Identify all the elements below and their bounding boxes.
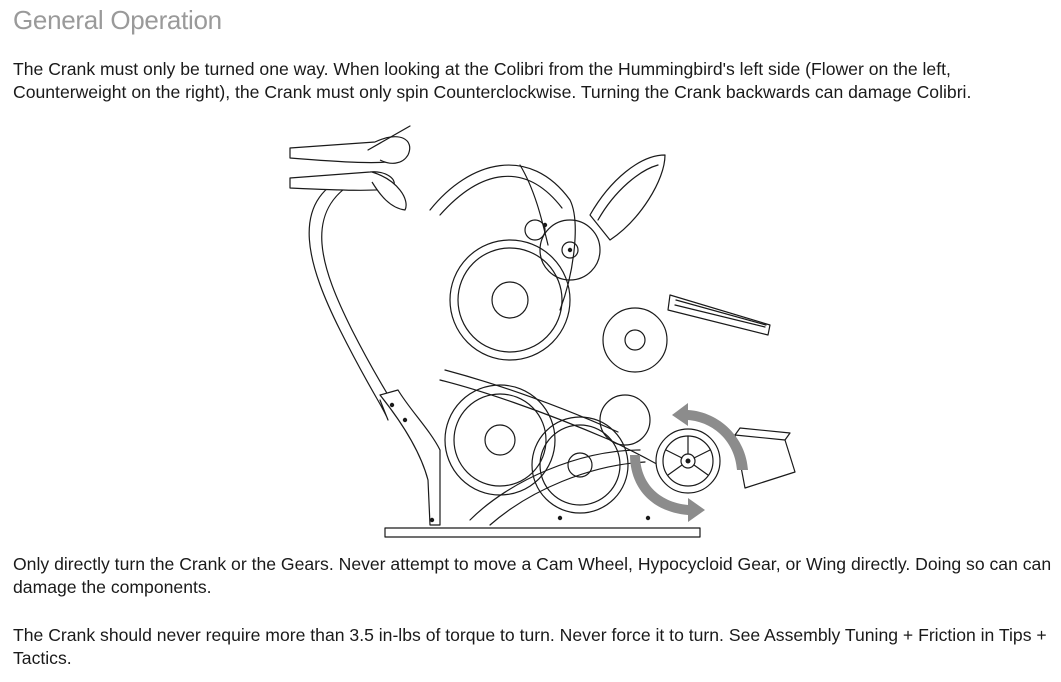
colibri-illustration xyxy=(280,120,810,545)
flower xyxy=(290,126,410,210)
colibri-line-drawing xyxy=(280,120,810,545)
crank-direction-paragraph: The Crank must only be turned one way. When looking at the Colibri from the Hummingbird's left side (Flower on the left, Counterweight on the right), the Crank must only spin Counterclockwise. Turning the Crank backwards can damage Colibri. xyxy=(13,59,972,102)
components-warning-paragraph: Only directly turn the Crank or the Gears. Never attempt to move a Cam Wheel, Hypocycloid Gear, or Wing directly. Doing so can can damage the components. xyxy=(13,554,1052,597)
base-plate xyxy=(385,528,700,537)
left-leg xyxy=(380,390,440,525)
bird-wing xyxy=(590,155,665,240)
flower-stem xyxy=(309,175,388,420)
counterweight xyxy=(668,295,770,335)
upper-gears xyxy=(450,220,667,372)
torque-paragraph: The Crank should never require more than 3.5 in-lbs of torque to turn. Never force it to turn. See Assembly Tuning + Friction in Tips + Tactics. xyxy=(13,625,1047,668)
crank-wheel xyxy=(656,429,720,493)
page-title: General Operation xyxy=(13,5,222,35)
bird-frame xyxy=(430,165,575,310)
lower-gears xyxy=(440,370,675,513)
